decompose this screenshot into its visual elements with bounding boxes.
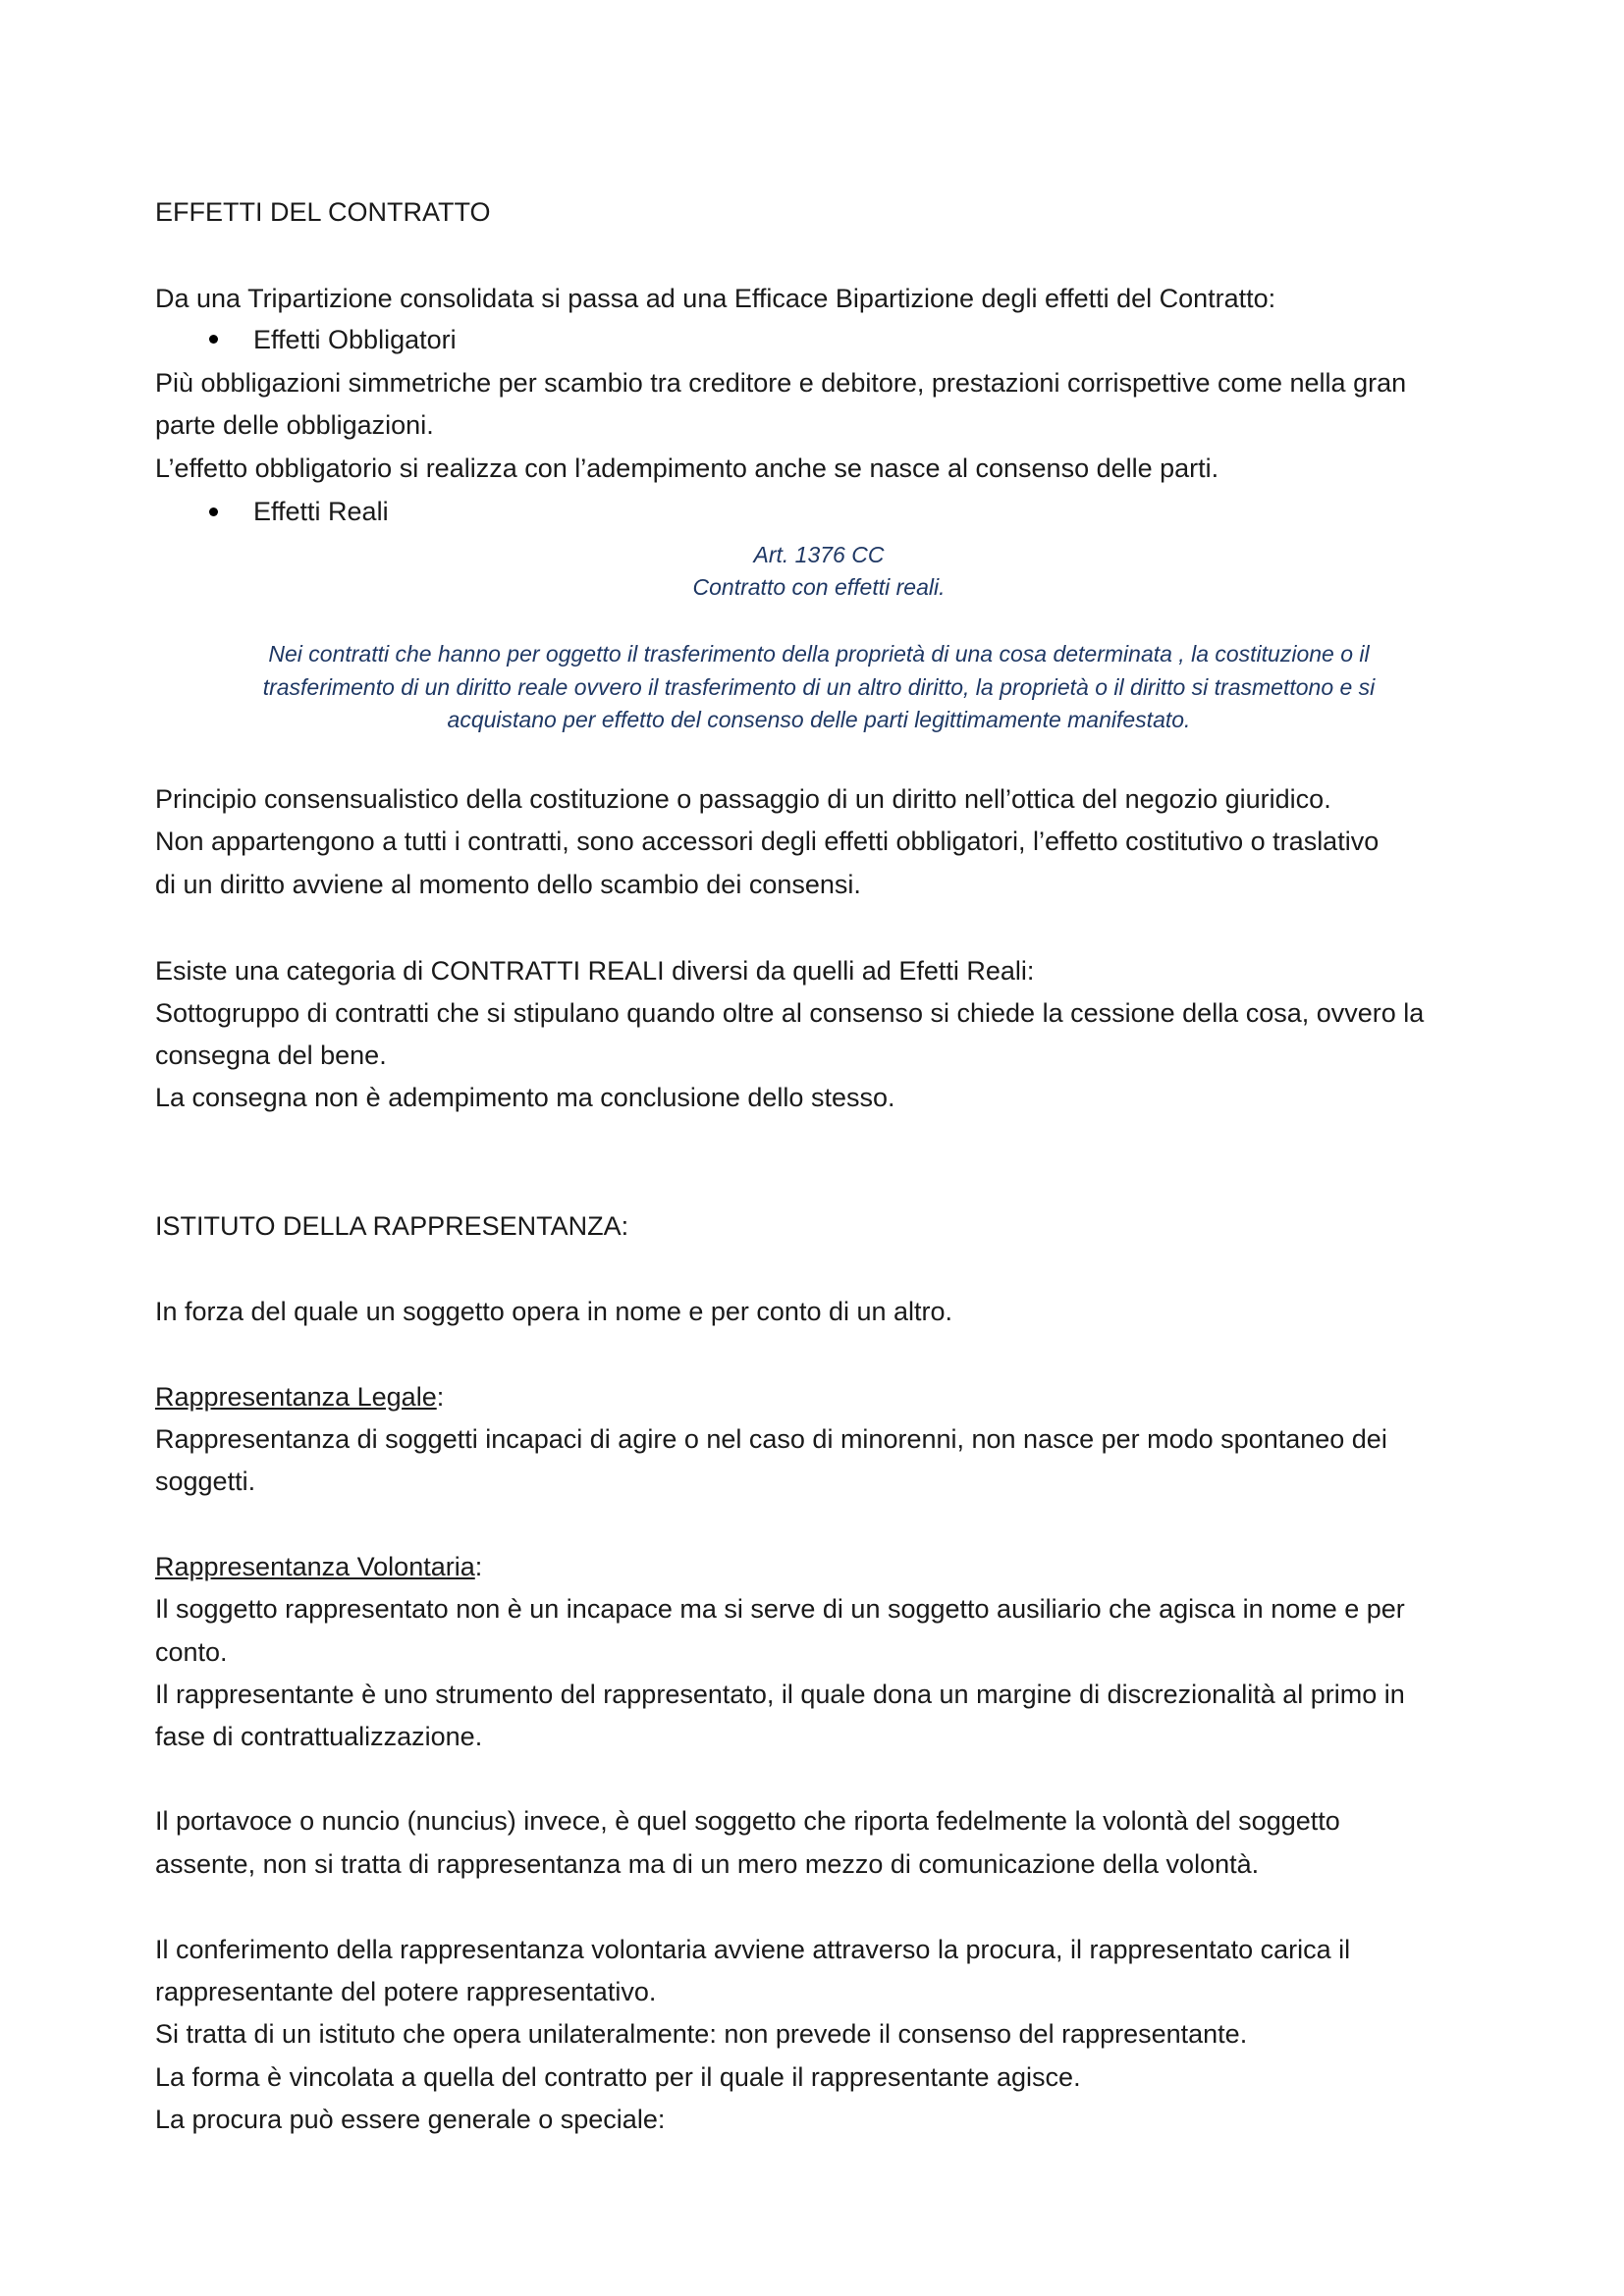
paragraph-line: Esiste una categoria di CONTRATTI REALI diversi da quelli ad Efetti Reali: <box>155 956 1035 986</box>
paragraph-line: Il conferimento della rappresentanza volontaria avviene attraverso la procura, il rappresentato carica il <box>155 1935 1351 1964</box>
subheading-text: Rappresentanza Legale <box>155 1382 437 1412</box>
subheading-volontaria <box>155 1550 482 1583</box>
section-heading: ISTITUTO DELLA RAPPRESENTANZA: <box>155 1211 629 1241</box>
bullet-item: Effetti Obbligatori <box>253 325 457 354</box>
subheading-colon: : <box>436 1382 445 1412</box>
paragraph-line: parte delle obbligazioni. <box>155 410 434 440</box>
paragraph-line: di un diritto avviene al momento dello scambio dei consensi. <box>155 870 861 899</box>
paragraph-line: Sottogruppo di contratti che si stipulano quando oltre al consenso si chiede la cessione della cosa, ovvero la <box>155 998 1425 1028</box>
paragraph-line: Il soggetto rappresentato non è un incapace ma si serve di un soggetto ausiliario che agisca in nome e per <box>155 1594 1405 1624</box>
article-text-line: acquistano per effetto del consenso delle parti legittimamente manifestato. <box>447 707 1191 732</box>
paragraph-line: assente, non si tratta di rappresentanza ma di un mero mezzo di comunicazione della volontà. <box>155 1849 1260 1879</box>
subheading-legale <box>155 1380 444 1414</box>
paragraph-line: Il portavoce o nuncio (nuncius) invece, è quel soggetto che riporta fedelmente la volontà del soggetto <box>155 1806 1340 1836</box>
paragraph-line: L’effetto obbligatorio si realizza con l’adempimento anche se nasce al consenso delle parti. <box>155 454 1219 483</box>
paragraph-line: Il rappresentante è uno strumento del rappresentato, il quale dona un margine di discrezionalità al primo in <box>155 1680 1405 1709</box>
paragraph-line: soggetti. <box>155 1467 256 1496</box>
paragraph-line: conto. <box>155 1637 228 1667</box>
paragraph-line: Si tratta di un istituto che opera unilateralmente: non prevede il consenso del rappresentante. <box>155 2019 1248 2049</box>
article-text-line: trasferimento di un diritto reale ovvero il trasferimento di un altro diritto, la proprietà o il diritto si trasmettono e si <box>262 674 1376 700</box>
paragraph-line: Più obbligazioni simmetriche per scambio tra creditore e debitore, prestazioni corrispettive come nella gran <box>155 368 1407 398</box>
paragraph-line: In forza del quale un soggetto opera in nome e per conto di un altro. <box>155 1297 953 1326</box>
bullet-item: Effetti Reali <box>253 497 389 526</box>
paragraph-line: La forma è vincolata a quella del contratto per il quale il rappresentante agisce. <box>155 2062 1081 2092</box>
paragraph-line: Da una Tripartizione consolidata si passa ad una Efficace Bipartizione degli effetti del Contratto: <box>155 284 1276 313</box>
article-title: Art. 1376 CC <box>753 542 885 567</box>
paragraph-line: rappresentante del potere rappresentativo. <box>155 1977 657 2006</box>
paragraph-line: Non appartengono a tutti i contratti, sono accessori degli effetti obbligatori, l’effetto costitutivo o traslativo <box>155 827 1380 856</box>
paragraph-line: La procura può essere generale o speciale: <box>155 2105 666 2134</box>
paragraph-line: fase di contrattualizzazione. <box>155 1722 483 1751</box>
bullet-dot-icon <box>209 507 218 516</box>
bullet-dot-icon <box>209 335 218 344</box>
paragraph-line: Rappresentanza di soggetti incapaci di agire o nel caso di minorenni, non nasce per modo spontaneo dei <box>155 1424 1387 1454</box>
paragraph-line: Principio consensualistico della costituzione o passaggio di un diritto nell’ottica del negozio giuridico. <box>155 784 1331 814</box>
paragraph-line: consegna del bene. <box>155 1041 387 1070</box>
subheading-text: Rappresentanza Volontaria <box>155 1552 475 1581</box>
section-heading: EFFETTI DEL CONTRATTO <box>155 197 491 227</box>
article-text-line: Nei contratti che hanno per oggetto il trasferimento della proprietà di una cosa determinata , la costituzione o il <box>268 641 1370 667</box>
paragraph-line: La consegna non è adempimento ma conclusione dello stesso. <box>155 1083 895 1112</box>
article-subtitle: Contratto con effetti reali. <box>692 574 946 600</box>
subheading-colon: : <box>474 1552 483 1581</box>
